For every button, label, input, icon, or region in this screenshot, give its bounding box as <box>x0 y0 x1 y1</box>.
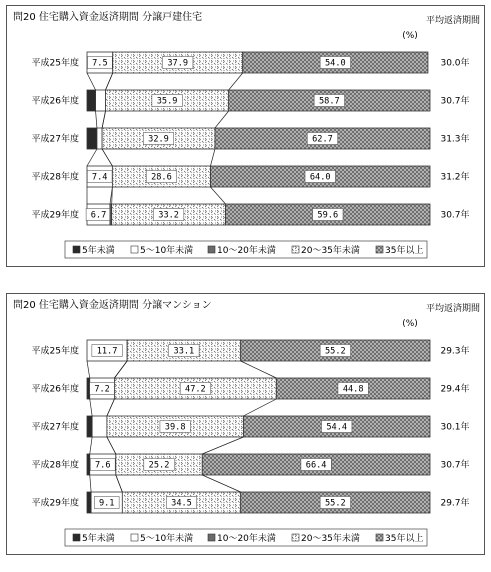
series-connector-line <box>229 73 243 90</box>
data-label: 11.7 <box>96 346 118 357</box>
series-connector-line <box>90 475 91 492</box>
data-label: 34.5 <box>171 498 192 509</box>
data-label: 7.5 <box>92 58 108 69</box>
data-label: 33.2 <box>158 210 179 221</box>
data-label: 58.7 <box>318 96 340 107</box>
data-label: 6.7 <box>90 210 107 221</box>
category-label: 平成26年度 <box>31 96 79 107</box>
category-label: 平成28年度 <box>31 460 79 471</box>
average-period-value: 31.2年 <box>440 172 470 183</box>
legend-swatch-35-up <box>376 534 383 541</box>
bar-segment-condo-5-lt <box>87 492 91 513</box>
unit-label: (%) <box>402 319 418 329</box>
data-label: 25.2 <box>148 460 170 471</box>
series-connector-line <box>102 111 105 128</box>
average-period-value: 31.3年 <box>440 134 470 145</box>
category-label: 平成25年度 <box>31 58 79 69</box>
legend-label: 20〜35年未満 <box>301 534 360 544</box>
bar-segment-house-5-10 <box>97 128 102 149</box>
data-label: 44.8 <box>342 384 364 395</box>
legend-label: 10〜20年未満 <box>217 534 276 544</box>
series-connector-line <box>243 399 276 416</box>
data-label: 55.2 <box>324 346 346 357</box>
legend-swatch-5-lt <box>73 534 80 541</box>
data-label: 33.1 <box>173 346 195 357</box>
legend-label: 10〜20年未満 <box>217 246 276 256</box>
bar-segment-house-5-lt <box>87 128 97 149</box>
series-connector-line <box>90 437 92 454</box>
legend-label: 5〜10年未満 <box>140 534 194 544</box>
legend-label: 5年未満 <box>82 534 115 544</box>
category-label: 平成28年度 <box>31 172 79 183</box>
data-label: 59.6 <box>317 210 339 221</box>
legend-swatch-5-10 <box>131 246 138 253</box>
chart-panel-detached-house <box>6 5 485 267</box>
chart-title: 問20 住宅購入資金返済期間 分譲戸建住宅 <box>13 12 203 23</box>
average-period-value: 30.1年 <box>440 422 470 433</box>
chart-svg-detached-house <box>7 6 486 268</box>
average-period-value: 30.0年 <box>440 58 470 69</box>
series-connector-line <box>116 475 123 492</box>
data-label: 35.9 <box>156 96 178 107</box>
legend-label: 35年以上 <box>385 246 424 256</box>
bar-segment-house-5-10 <box>96 90 106 111</box>
legend-label: 20〜35年未満 <box>301 246 360 256</box>
avg-period-header: 平均返済期間 <box>425 16 480 26</box>
avg-period-header: 平均返済期間 <box>425 304 480 314</box>
data-label: 32.9 <box>148 134 169 145</box>
category-label: 平成27年度 <box>31 422 79 433</box>
series-connector-line <box>114 361 127 378</box>
legend-swatch-5-10 <box>131 534 138 541</box>
bar-segment-condo-5-lt <box>87 378 90 399</box>
data-label: 54.0 <box>324 58 346 69</box>
category-label: 平成29年度 <box>31 210 79 221</box>
data-label: 37.9 <box>167 58 189 69</box>
chart-title: 問20 住宅購入資金返済期間 分譲マンション <box>13 300 212 311</box>
series-connector-line <box>87 73 96 90</box>
data-label: 47.2 <box>185 384 206 395</box>
chart-svg-condominium <box>7 294 486 556</box>
bar-segment-condo-5-10 <box>92 416 107 437</box>
data-label: 66.4 <box>305 460 327 471</box>
data-label: 7.6 <box>95 460 111 471</box>
data-label: 7.2 <box>94 384 110 395</box>
series-connector-line <box>202 475 240 492</box>
series-connector-line <box>210 149 214 166</box>
legend-label: 35年以上 <box>385 534 424 544</box>
data-label: 64.0 <box>309 172 331 183</box>
series-connector-line <box>202 437 243 454</box>
series-connector-line <box>102 149 112 166</box>
average-period-value: 30.7年 <box>440 96 470 107</box>
series-connector-line <box>107 437 116 454</box>
average-period-value: 30.7年 <box>440 210 470 221</box>
legend-swatch-35-up <box>376 246 383 253</box>
series-connector-line <box>87 149 97 166</box>
bar-segment-condo-5-lt <box>87 454 90 475</box>
unit-label: (%) <box>402 31 418 41</box>
series-connector-line <box>215 111 229 128</box>
series-connector-line <box>87 361 90 378</box>
data-label: 7.4 <box>91 172 108 183</box>
data-label: 54.4 <box>326 422 348 433</box>
series-connector-line <box>90 399 92 416</box>
legend-swatch-20-35 <box>292 246 299 253</box>
bar-segment-condo-5-lt <box>87 416 92 437</box>
series-connector-line <box>107 399 115 416</box>
series-connector-line <box>96 111 97 128</box>
average-period-value: 30.7年 <box>440 460 470 471</box>
data-label: 39.8 <box>164 422 186 433</box>
series-connector-line <box>106 73 113 90</box>
data-label: 9.1 <box>98 498 115 509</box>
category-label: 平成26年度 <box>31 384 79 395</box>
average-period-value: 29.4年 <box>440 384 470 395</box>
average-period-value: 29.3年 <box>440 346 470 357</box>
chart-panel-condominium <box>6 293 485 555</box>
data-label: 62.7 <box>312 134 333 145</box>
series-connector-line <box>210 187 225 204</box>
legend-swatch-20-35 <box>292 534 299 541</box>
category-label: 平成29年度 <box>31 498 79 509</box>
legend-label: 5年未満 <box>82 246 115 256</box>
average-period-value: 29.7年 <box>440 498 470 509</box>
category-label: 平成27年度 <box>31 134 79 145</box>
category-label: 平成25年度 <box>31 346 79 357</box>
series-connector-line <box>241 361 277 378</box>
data-label: 28.6 <box>151 172 172 183</box>
legend-swatch-10-20 <box>208 246 215 253</box>
data-label: 55.2 <box>324 498 346 509</box>
bar-segment-house-5-lt <box>87 90 96 111</box>
legend-label: 5〜10年未満 <box>140 246 194 256</box>
legend-swatch-5-lt <box>73 246 80 253</box>
legend-swatch-10-20 <box>208 534 215 541</box>
